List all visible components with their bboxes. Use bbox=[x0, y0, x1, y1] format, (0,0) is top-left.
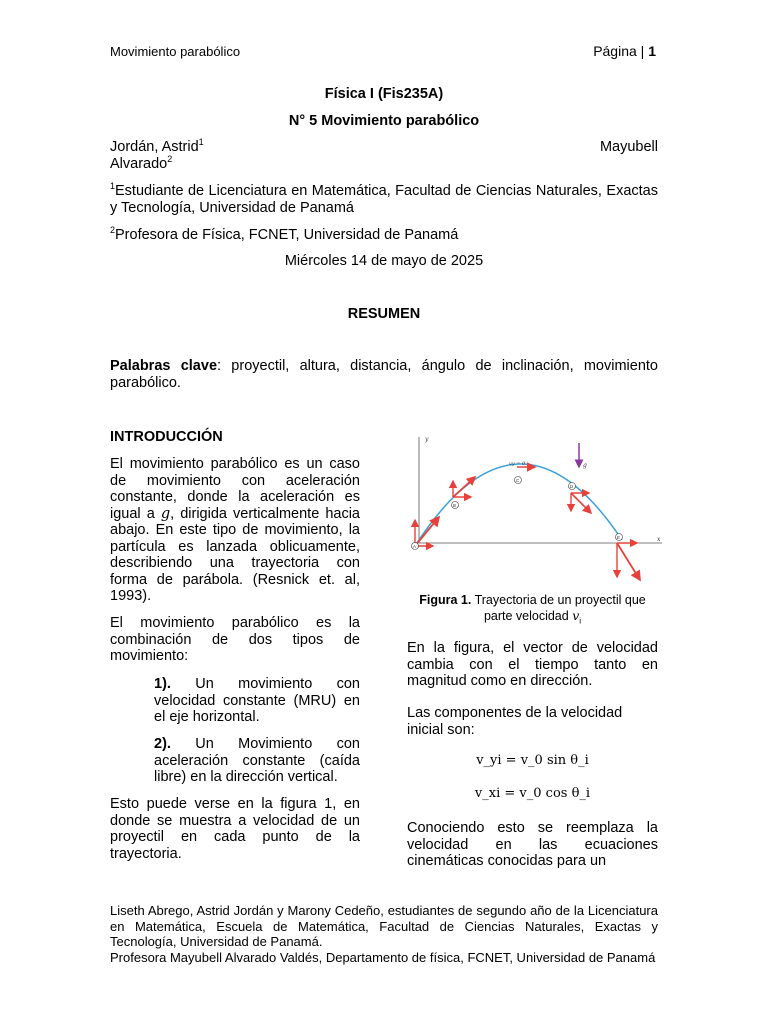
equation-vyi: v_yi = v_0 sin θ_i bbox=[476, 753, 589, 768]
point-c-label: C bbox=[516, 478, 520, 483]
projectile-diagram bbox=[407, 425, 663, 590]
author-2-last-name: Alvarado$^2$ bbox=[110, 153, 173, 172]
list-item: 1). Un movimiento con velocidad constante (MRU) en el eje horizontal. bbox=[154, 676, 360, 725]
point-a-label: A bbox=[413, 544, 417, 549]
intro-heading: INTRODUCCIÓN bbox=[110, 429, 223, 445]
keywords bbox=[110, 358, 658, 391]
velocity-v-b bbox=[453, 477, 475, 497]
x-axis-label: x bbox=[657, 536, 661, 543]
keywords-label: Palabras clave bbox=[110, 358, 218, 374]
running-header-title: Movimiento parabólico bbox=[110, 44, 241, 59]
figure-caption: Figura 1. Trayectoria de un proyectil que parte velocidad $v_i$ bbox=[419, 593, 646, 626]
lab-title: N° 5 Movimiento parabólico bbox=[288, 113, 480, 129]
intro-paragraph-1: El movimiento parabólico es un caso de movimiento con aceleración constante, donde la aceleración es igual a g, dirigida verticalmente hacia abajo. En este tipo de movimiento, la partícula es lanzada oblicuamente, describiendo una trayectoria con forma de parábola. (Resnick et. al, 1993). bbox=[110, 456, 360, 604]
authors-block bbox=[110, 139, 658, 172]
point-b-label: B bbox=[453, 503, 457, 508]
projectile-figure bbox=[407, 425, 663, 590]
author-1: Jordán, Astrid$^1$ bbox=[110, 137, 204, 155]
author-2-first-name: Mayubell bbox=[599, 139, 658, 155]
intro-paragraph-3: Esto puede verse en la figura 1, en donde se muestra a velocidad de un proyectil en cada punto de la trayectoria. bbox=[110, 796, 360, 862]
equation-vxi: v_xi = v_0 cos θ_i bbox=[474, 786, 591, 801]
resumen-heading: RESUMEN bbox=[347, 306, 421, 322]
page-number: 1 bbox=[648, 43, 656, 59]
keywords-text: : proyectil, altura, distancia, ángulo de inclinación, movimiento parabólico. bbox=[110, 358, 658, 391]
right-paragraph-3: Conociendo esto se reemplaza la velocidad en las ecuaciones cinemáticas conocidas para un bbox=[407, 820, 658, 869]
gravity-label: g bbox=[583, 462, 587, 469]
right-paragraph-2: Las componentes de la velocidad inicial son: bbox=[407, 705, 623, 738]
velocity-v-d bbox=[571, 493, 591, 513]
velocity-v-e bbox=[617, 543, 640, 580]
point-e-label: E bbox=[617, 535, 621, 540]
figure-caption-label: Figura 1. bbox=[419, 593, 472, 607]
page-label: Página | bbox=[593, 43, 645, 59]
point-d-label: D bbox=[570, 484, 574, 489]
y-axis-label: y bbox=[425, 436, 429, 443]
footer-line-2: Profesora Mayubell Alvarado Valdés, Departamento de física, FCNET, Universidad de Panamá bbox=[110, 949, 656, 965]
top-label: vy = 0 bbox=[509, 461, 526, 467]
affiliation-2: $^2$Profesora de Física, FCNET, Universidad de Panamá bbox=[110, 225, 459, 243]
list-item: 2). Un Movimiento con aceleración constante (caída libre) en la dirección vertical. bbox=[154, 736, 360, 785]
date: Miércoles 14 de mayo de 2025 bbox=[284, 253, 484, 269]
right-paragraph-1: En la figura, el vector de velocidad cambia con el tiempo tanto en magnitud como en dirección. bbox=[407, 640, 658, 689]
course-title: Física I (Fis235A) bbox=[324, 86, 444, 102]
footer-notes bbox=[110, 903, 658, 965]
page-number-label bbox=[560, 43, 656, 59]
intro-paragraph-2: El movimiento parabólico es la combinación de dos tipos de movimiento: bbox=[110, 615, 360, 664]
affiliation-1: $^1$Estudiante de Licenciatura en Matemática, Facultad de Ciencias Naturales, Exactas y Tecnología, Universidad de Panamá bbox=[110, 181, 658, 216]
footer-line-1: Liseth Abrego, Astrid Jordán y Marony Cedeño, estudiantes de segundo año de la Licenciatura en Matemática, Escuela de Matemática, Facultad de Ciencias Naturales, Exactas y Tecnología, Universidad de Panamá. bbox=[110, 903, 658, 949]
